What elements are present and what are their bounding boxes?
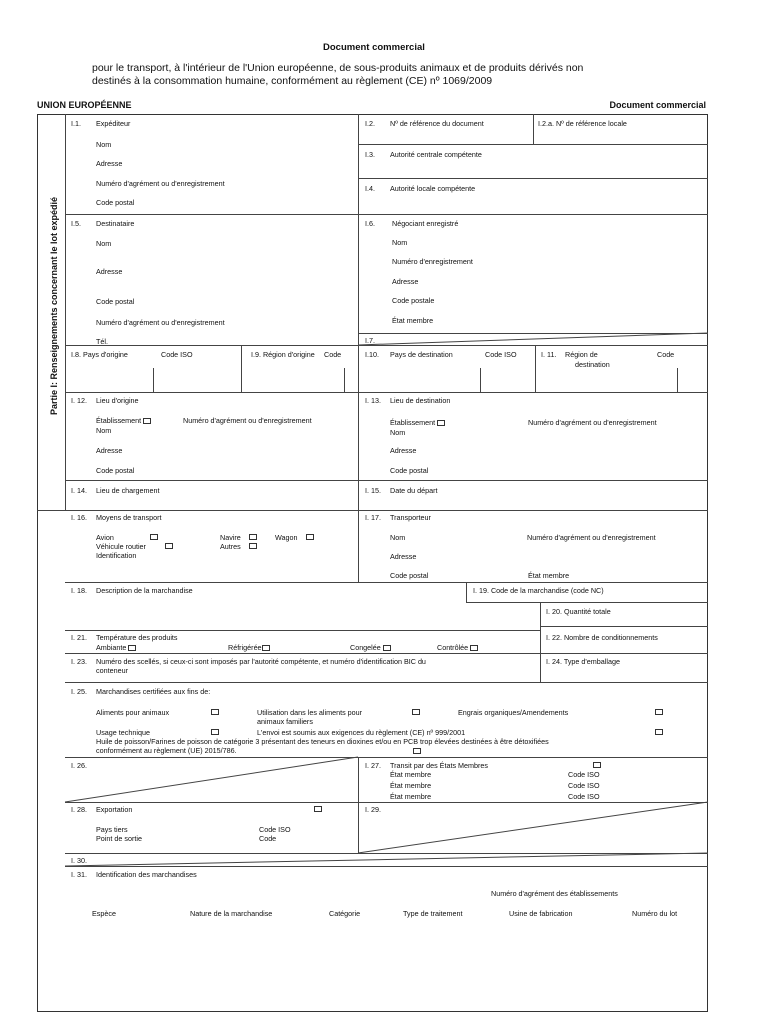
box-i17-agrement[interactable]: Numéro d'agrément ou d'enregistrement — [527, 533, 656, 542]
box-i21-congelee[interactable] — [350, 643, 391, 652]
column-traitement: Type de traitement — [403, 909, 463, 918]
box-i16-identification[interactable]: Identification — [96, 551, 137, 560]
checkbox-utilisation[interactable] — [412, 709, 420, 715]
box-i21-controlee-label: Contrôlée — [437, 643, 469, 652]
box-i28-code-iso[interactable]: Code ISO — [259, 825, 291, 834]
box-i25-usage: Usage technique — [96, 728, 150, 737]
box-i17-code-postal[interactable]: Code postal — [390, 571, 429, 580]
box-i17-adresse[interactable]: Adresse — [390, 552, 417, 561]
box-i9-code[interactable]: Code — [324, 350, 342, 359]
box-i12-label: Lieu d'origine — [96, 396, 139, 405]
box-i13-code-postal[interactable]: Code postal — [390, 466, 429, 475]
box-i25-label: Marchandises certifiées aux fins de: — [96, 687, 211, 696]
box-i12-nom[interactable]: Nom — [96, 426, 112, 435]
box-i21-congelee-label: Congelée — [350, 643, 381, 652]
document-title: Document commercial — [323, 42, 425, 53]
box-i5-tel[interactable]: Tél. — [96, 337, 108, 346]
box-i25-utilisation: Utilisation dans les aliments pour — [257, 708, 363, 717]
checkbox-controlee[interactable] — [470, 645, 478, 651]
checkbox-usage[interactable] — [211, 729, 219, 735]
checkbox-engrais[interactable] — [655, 709, 663, 715]
box-i10-number: I.10. — [365, 350, 379, 359]
box-i9-label[interactable]: I.9. Région d'origine — [251, 350, 315, 359]
box-i24-label[interactable]: I. 24. Type d'emballage — [546, 657, 620, 666]
box-i21-label: Température des produits — [96, 633, 178, 642]
box-i28-code[interactable]: Code — [259, 834, 277, 843]
box-i11-label[interactable]: Région de — [565, 350, 598, 359]
box-i1-label: Expéditeur — [96, 119, 131, 128]
box-i15-label[interactable]: Date du départ — [390, 486, 438, 495]
box-i21-number: I. 21. — [71, 633, 87, 642]
box-i6-etat-membre[interactable]: État membre — [392, 316, 434, 325]
box-i25-utilisation-2: animaux familiers — [257, 717, 313, 726]
box-i17-nom[interactable]: Nom — [390, 533, 406, 542]
box-i12-number: I. 12. — [71, 396, 87, 405]
box-i12-agrement[interactable]: Numéro d'agrément ou d'enregistrement — [183, 416, 312, 425]
header-doc-type: Document commercial — [609, 100, 706, 110]
box-i13-adresse[interactable]: Adresse — [390, 446, 417, 455]
box-i6-label: Négociant enregistré — [392, 219, 459, 228]
box-i25-huile-2: conformément au règlement (UE) 2015/786. — [96, 746, 237, 755]
header-union: UNION EUROPÉENNE — [37, 100, 132, 110]
column-categorie: Catégorie — [329, 909, 361, 918]
box-i17-number: I. 17. — [365, 513, 381, 522]
box-i30-number: I. 30. — [71, 856, 87, 865]
box-i12-etablissement-label: Établissement — [96, 416, 142, 425]
box-i25-envoi: L'envoi est soumis aux exigences du règlement (CE) nº 999/2001 — [257, 728, 466, 737]
box-i16-navire-label: Navire — [220, 533, 241, 542]
box-i1-adresse[interactable]: Adresse — [96, 159, 123, 168]
box-i31-label: Identification des marchandises — [96, 870, 197, 879]
box-i27-number: I. 27. — [365, 761, 381, 770]
box-i7-number: I.7. — [365, 336, 375, 345]
checkbox-vehicule[interactable] — [165, 543, 173, 549]
column-usine: Usine de fabrication — [509, 909, 573, 918]
checkbox-autres[interactable] — [249, 543, 257, 549]
box-i27-code-2[interactable]: Code ISO — [568, 781, 600, 790]
box-i12-code-postal[interactable]: Code postal — [96, 466, 135, 475]
intro-line-1: pour le transport, à l'intérieur de l'Union européenne, de sous-produits animaux et de produits dérivés non — [92, 62, 584, 74]
box-i22-label[interactable]: I. 22. Nombre de conditionnements — [546, 633, 658, 642]
box-i4-number: I.4. — [365, 184, 375, 193]
box-i5-number: I.5. — [71, 219, 81, 228]
box-i21-refrigeree-label: Réfrigérée — [228, 643, 262, 652]
box-i5-nom[interactable]: Nom — [96, 239, 112, 248]
box-i28-number: I. 28. — [71, 805, 87, 814]
box-i4-label[interactable]: Autorité locale compétente — [390, 184, 476, 193]
box-i25-aliments: Aliments pour animaux — [96, 708, 170, 717]
box-i21-ambiante-label: Ambiante — [96, 643, 127, 652]
box-i16-avion-label: Avion — [96, 533, 114, 542]
box-i3-label[interactable]: Autorité centrale compétente — [390, 150, 482, 159]
box-i16-number: I. 16. — [71, 513, 87, 522]
box-i14-label[interactable]: Lieu de chargement — [96, 486, 160, 495]
box-i20-label[interactable]: I. 20. Quantité totale — [546, 607, 611, 616]
box-i28-pays-tiers[interactable]: Pays tiers — [96, 825, 128, 834]
box-i15-number: I. 15. — [365, 486, 381, 495]
box-i17-etat-membre[interactable]: État membre — [528, 571, 570, 580]
box-i2-label[interactable]: Nº de référence du document — [390, 119, 484, 128]
box-i28-point-sortie[interactable]: Point de sortie — [96, 834, 142, 843]
box-i6-nom[interactable]: Nom — [392, 238, 408, 247]
box-i31-number: I. 31. — [71, 870, 87, 879]
box-i2a-label[interactable]: I.2.a. Nº de référence locale — [538, 119, 627, 128]
box-i23-number: I. 23. — [71, 657, 87, 666]
checkbox-transit[interactable] — [593, 762, 601, 768]
checkbox-exportation[interactable] — [314, 806, 322, 812]
box-i25-engrais: Engrais organiques/Amendements — [458, 708, 569, 717]
box-i8-code[interactable]: Code ISO — [161, 350, 193, 359]
box-i29-number: I. 29. — [365, 805, 381, 814]
box-i12-etablissement[interactable] — [96, 416, 151, 425]
box-i5-label: Destinataire — [96, 219, 135, 228]
checkbox-refrigeree[interactable] — [262, 645, 270, 651]
box-i1-agrement[interactable]: Numéro d'agrément ou d'enregistrement — [96, 179, 225, 188]
box-i27-etat-2[interactable]: État membre — [390, 781, 432, 790]
box-i8-label[interactable]: I.8. Pays d'origine — [71, 350, 128, 359]
box-i27-code-3[interactable]: Code ISO — [568, 792, 600, 801]
box-i5-agrement[interactable]: Numéro d'agrément ou d'enregistrement — [96, 318, 225, 327]
box-i21-controlee[interactable] — [437, 643, 478, 652]
box-i16-vehicule-label: Véhicule routier — [96, 542, 146, 551]
checkbox-navire[interactable] — [249, 534, 257, 540]
box-i6-number: I.6. — [365, 219, 375, 228]
box-i6-enregistrement[interactable]: Numéro d'enregistrement — [392, 257, 473, 266]
box-i13-label: Lieu de destination — [390, 396, 451, 405]
box-i23-label[interactable]: Numéro des scellés, si ceux-ci sont imposés par l'autorité compétente, et numéro d'identification BIC du — [96, 657, 426, 666]
box-i13-agrement[interactable]: Numéro d'agrément ou d'enregistrement — [528, 418, 657, 427]
box-i1-code-postal[interactable]: Code postal — [96, 198, 135, 207]
box-i18-number: I. 18. — [71, 586, 87, 595]
checkbox-wagon[interactable] — [306, 534, 314, 540]
column-nature: Nature de la marchandise — [190, 909, 273, 918]
box-i1-number: I.1. — [71, 119, 81, 128]
box-i6-code-postale[interactable]: Code postale — [392, 296, 435, 305]
checkbox-i12-etablissement[interactable] — [143, 418, 151, 424]
box-i2-number: I.2. — [365, 119, 375, 128]
box-i13-etablissement[interactable] — [390, 418, 445, 427]
box-i23-label-2: conteneur — [96, 666, 128, 675]
box-i27-etat-3[interactable]: État membre — [390, 792, 432, 801]
checkbox-huile[interactable] — [413, 748, 421, 754]
box-i19-label[interactable]: I. 19. Code de la marchandise (code NC) — [473, 586, 604, 595]
box-i28-label: Exportation — [96, 805, 133, 814]
part-one-label: Partie I: Renseignements concernant le lot expédié — [49, 196, 59, 415]
box-i27-etat-1[interactable]: État membre — [390, 770, 432, 779]
checkbox-congelee[interactable] — [383, 645, 391, 651]
box-i25-huile: Huile de poisson/Farines de poisson de catégorie 3 présentant des teneurs en dioxines et/ou en PCB trop élevées destinées à être détoxifiées — [96, 737, 549, 746]
checkbox-avion[interactable] — [150, 534, 158, 540]
box-i10-label[interactable]: Pays de destination — [390, 350, 453, 359]
box-i31-agrement: Numéro d'agrément des établissements — [491, 889, 618, 898]
box-i16-wagon-label: Wagon — [275, 533, 298, 542]
checkbox-ambiante[interactable] — [128, 645, 136, 651]
box-i5-adresse[interactable]: Adresse — [96, 267, 123, 276]
box-i10-code[interactable]: Code ISO — [485, 350, 517, 359]
box-i17-label: Transporteur — [390, 513, 431, 522]
box-i11-label-2: destination — [575, 360, 610, 369]
box-i11-code[interactable]: Code — [657, 350, 675, 359]
box-i3-number: I.3. — [365, 150, 375, 159]
box-i16-label: Moyens de transport — [96, 513, 162, 522]
box-i18-label[interactable]: Description de la marchandise — [96, 586, 193, 595]
checkbox-i13-etablissement[interactable] — [437, 420, 445, 426]
checkbox-aliments[interactable] — [211, 709, 219, 715]
box-i27-code-1[interactable]: Code ISO — [568, 770, 600, 779]
box-i1-nom[interactable]: Nom — [96, 140, 112, 149]
box-i25-number: I. 25. — [71, 687, 87, 696]
box-i13-nom[interactable]: Nom — [390, 428, 406, 437]
box-i6-adresse[interactable]: Adresse — [392, 277, 419, 286]
intro-line-2: destinés à la consommation humaine, conformément au règlement (CE) nº 1069/2009 — [92, 75, 493, 87]
box-i21-ambiante[interactable] — [96, 643, 136, 652]
column-numero-lot: Numéro du lot — [632, 909, 678, 918]
box-i12-adresse[interactable]: Adresse — [96, 446, 123, 455]
column-espece: Espèce — [92, 909, 116, 918]
checkbox-envoi[interactable] — [655, 729, 663, 735]
box-i16-autres-label: Autres — [220, 542, 241, 551]
box-i21-refrigeree[interactable] — [228, 643, 270, 652]
box-i5-code-postal[interactable]: Code postal — [96, 297, 135, 306]
box-i13-number: I. 13. — [365, 396, 381, 405]
box-i27-label: Transit par des États Membres — [390, 761, 488, 770]
box-i26-number: I. 26. — [71, 761, 87, 770]
box-i14-number: I. 14. — [71, 486, 87, 495]
box-i13-etablissement-label: Établissement — [390, 418, 436, 427]
box-i11-number: I. 11. — [541, 350, 557, 359]
